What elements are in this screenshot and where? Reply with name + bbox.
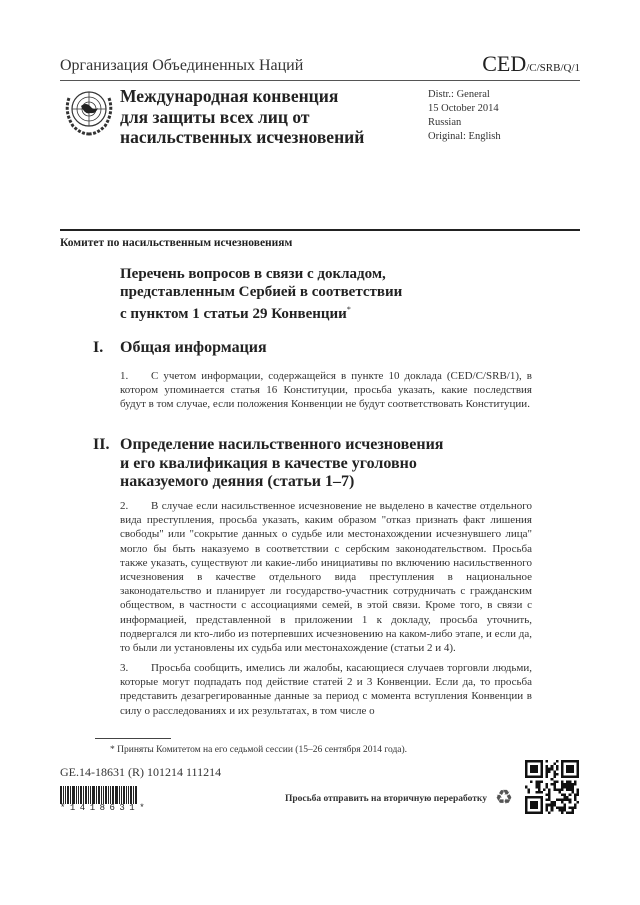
job-number: GE.14-18631 (R) 101214 111214 [60, 765, 222, 779]
convention-line: Международная конвенция [120, 86, 339, 106]
section-number: II. [93, 436, 110, 453]
language-line: Russian [428, 117, 462, 128]
paragraph-number: 3. [120, 662, 129, 674]
paragraph-number: 1. [120, 370, 129, 382]
title-line: Перечень вопросов в связи с докладом, [120, 266, 386, 282]
date-line: 15 October 2014 [428, 103, 499, 114]
paragraph-text: Просьба сообщить, имелись ли жалобы, касающиеся случаев торговли людьми, которые могут подпадать под действие статей 2 и 3 Конвенции. Если да, то просьба представить дезагрегированные данные за период с момента вступления Конвенции в силу о расследованиях и их результатах, в том числе о [120, 662, 532, 717]
footnote-marker: * [346, 305, 351, 314]
convention-line: насильственных исчезновений [120, 127, 365, 147]
heading-line: Определение насильственного исчезновения [120, 436, 444, 453]
paragraph-number: 2. [120, 500, 129, 512]
committee-name: Комитет по насильственным исчезновениям [60, 237, 293, 249]
document-symbol [482, 51, 580, 77]
paragraph [120, 369, 532, 412]
convention-title [120, 86, 364, 148]
symbol-rest: /C/SRB/Q/1 [526, 62, 580, 74]
footnote: * Приняты Комитетом на его седьмой сессии (15–26 сентября 2014 года). [110, 745, 408, 755]
title-line [120, 301, 402, 324]
qr-code-icon [525, 760, 579, 814]
recycle-notice: Просьба отправить на вторичную переработку [285, 794, 487, 804]
title-line-text: с пунктом 1 статьи 29 Конвенции [120, 306, 347, 322]
section-number: I. [93, 339, 104, 356]
paragraph-text: С учетом информации, содержащейся в пункте 10 доклада (CED/C/SRB/1), в котором упоминается статья 16 Конституции, просьба указать, какие последствия будут в том случае, если положения Конвенции не будут соответствовать Конституции. [120, 370, 532, 411]
un-emblem-icon [63, 84, 115, 136]
paragraph [120, 661, 532, 718]
barcode-icon [60, 786, 147, 804]
recycle-icon: ♻ [495, 787, 513, 809]
footnote-rule [95, 738, 171, 739]
symbol-main: CED [482, 51, 527, 76]
distribution-info [428, 88, 501, 144]
original-language-line: Original: English [428, 131, 501, 142]
paragraph-text: В случае если насильственное исчезновение не выделено в качестве отдельного вида преступления, просьба указать, каким образом "отказ признать факт лишения свободы" или "сокрытие данных о судьбе или местонахождении исчезнувшего лица" могло бы быть наказуемо в соответствии с сербским законодательством. Просьба также указать, существуют ли какие-либо инициативы по включению насильственного исчезновения в качестве отдельного вида преступления в национальное законодательство и планирует ли государство-участник сотрудничать с гражданским обществом, в частности с ассоциациями семей, в этой связи. Кроме того, в связи с информацией, представленной в приложении 1 к докладу, просьба уточнить, подвергался ли кто-либо из потерпевших исчезновению на каком-либо этапе, и если да, то были ли установлены их судьба или местонахождение (статьи 2 и 4). [120, 500, 532, 655]
heavy-rule [60, 229, 580, 231]
section-heading [120, 436, 443, 492]
title-line: представленным Сербией в соответствии [120, 283, 403, 300]
organization-name: Организация Объединенных Наций [60, 57, 304, 74]
convention-line: для защиты всех лиц от [120, 106, 310, 127]
section-heading: Общая информация [120, 339, 267, 356]
heading-line: и его квалификация в качестве уголовно [120, 454, 417, 472]
heading-line: наказуемого деяния (статьи 1–7) [120, 473, 355, 490]
header-rule [60, 80, 580, 81]
distribution-line: Distr.: General [428, 89, 490, 100]
document-title [120, 266, 402, 324]
paragraph [120, 499, 532, 655]
barcode-text: *1418631* [60, 803, 150, 813]
